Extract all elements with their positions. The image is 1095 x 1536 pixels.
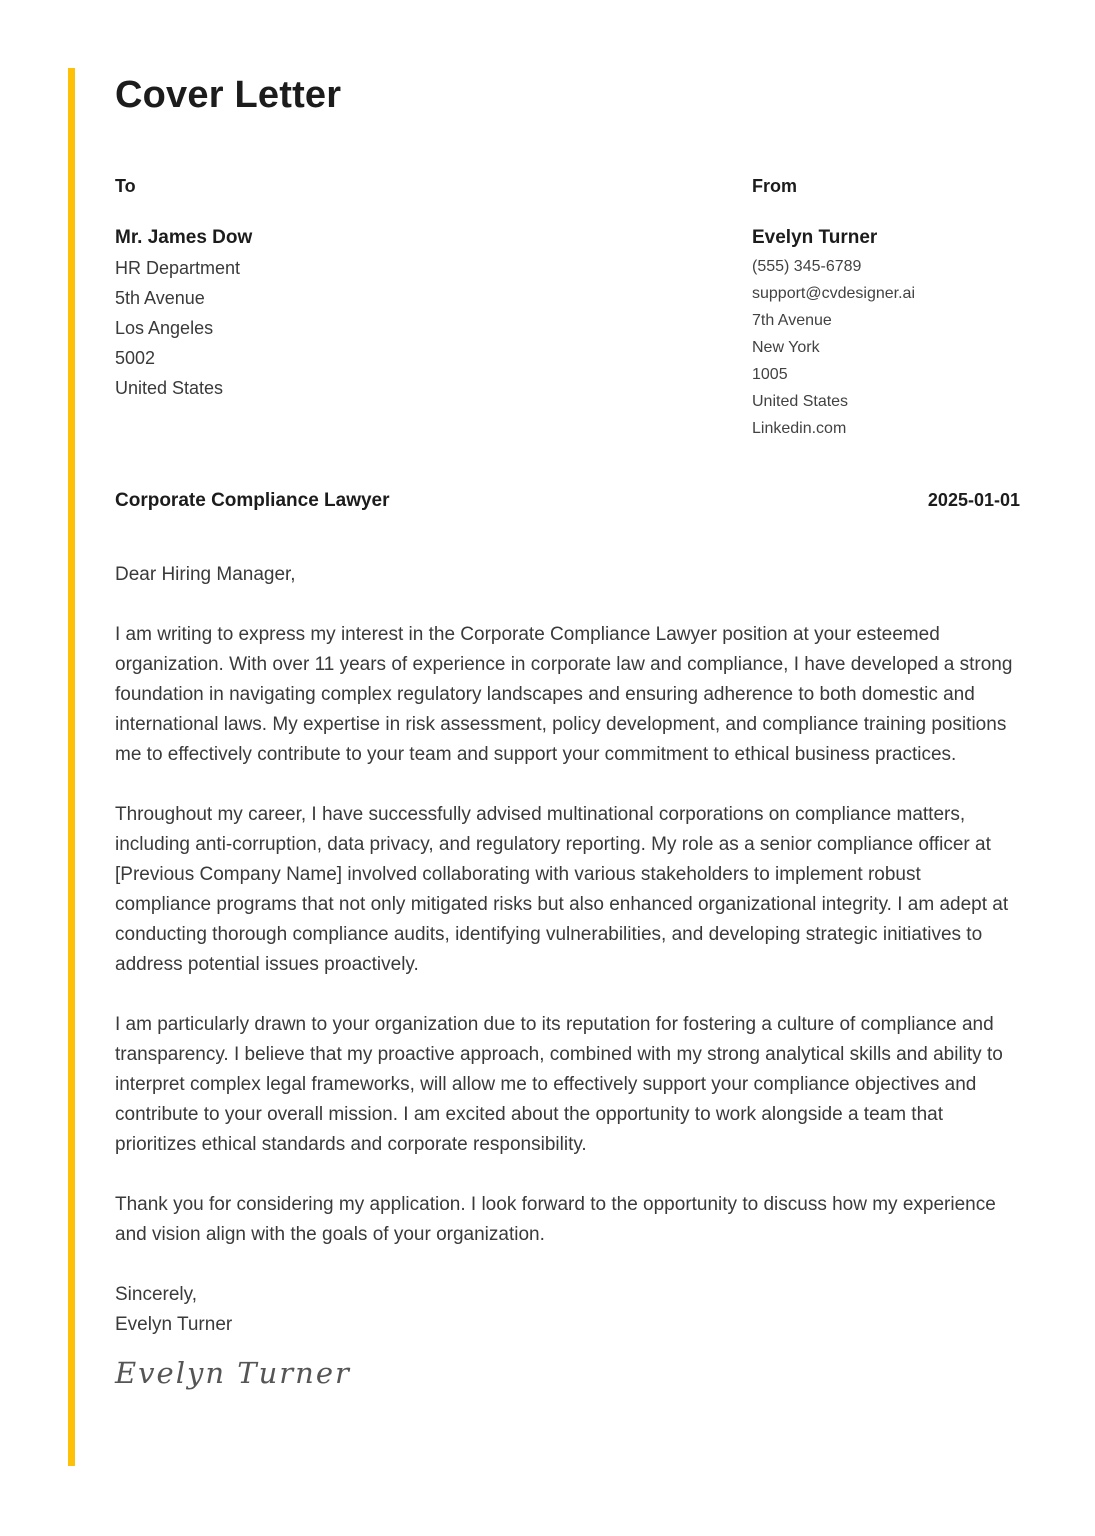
recipient-section bbox=[115, 176, 535, 442]
page-title: Cover Letter bbox=[115, 74, 342, 116]
recipient-label: To bbox=[115, 176, 136, 196]
sender-line: United States bbox=[752, 393, 849, 410]
sender-email: support@cvdesigner.ai bbox=[752, 285, 915, 302]
salutation: Dear Hiring Manager, bbox=[115, 564, 296, 585]
recipient-name: Mr. James Dow bbox=[115, 227, 253, 248]
recipient-line: 5002 bbox=[115, 348, 156, 368]
sender-phone: (555) 345-6789 bbox=[752, 258, 862, 275]
job-title: Corporate Compliance Lawyer bbox=[115, 490, 390, 511]
sender-line: 1005 bbox=[752, 366, 788, 383]
sender-label: From bbox=[752, 176, 797, 196]
letter-content bbox=[115, 0, 1020, 1390]
sender-section bbox=[752, 176, 1020, 442]
recipient-line: 5th Avenue bbox=[115, 288, 205, 308]
closing-block bbox=[115, 1280, 1020, 1340]
sender-name: Evelyn Turner bbox=[752, 227, 878, 248]
address-section bbox=[115, 176, 1020, 442]
sender-line: New York bbox=[752, 339, 820, 356]
subject-row bbox=[115, 490, 1020, 512]
signature: Evelyn Turner bbox=[115, 1356, 351, 1390]
body-paragraph: Thank you for considering my application. I look forward to the opportunity to discuss how my experience and vision align with the goals of your organization. bbox=[115, 1194, 996, 1245]
recipient-line: United States bbox=[115, 378, 224, 398]
recipient-line: Los Angeles bbox=[115, 318, 214, 338]
closing: Sincerely, bbox=[115, 1284, 198, 1305]
letter-date: 2025-01-01 bbox=[927, 490, 1020, 510]
body-paragraph: I am particularly drawn to your organization due to its reputation for fostering a culture of compliance and transparency. I believe that my proactive approach, combined with my strong analytical skills and ability to interpret complex legal frameworks, will allow me to effectively support your compliance objectives and contribute to your overall mission. I am excited about the opportunity to work alongside a team that prioritizes ethical standards and corporate responsibility. bbox=[115, 1014, 1003, 1155]
signoff-name: Evelyn Turner bbox=[115, 1314, 233, 1335]
sender-linkedin: Linkedin.com bbox=[752, 420, 847, 437]
accent-bar bbox=[68, 68, 75, 1466]
body-paragraph: Throughout my career, I have successfully advised multinational corporations on compliance matters, including anti-corruption, data privacy, and regulatory reporting. My role as a senior compliance officer at [Previous Company Name] involved collaborating with various stakeholders to implement robust compliance programs that not only mitigated risks but also enhanced organizational integrity. I am adept at conducting thorough compliance audits, identifying vulnerabilities, and developing strategic initiatives to address potential issues proactively. bbox=[115, 804, 1009, 975]
body-paragraph: I am writing to express my interest in the Corporate Compliance Lawyer position at your esteemed organization. With over 11 years of experience in corporate law and compliance, I have developed a strong foundation in navigating complex regulatory landscapes and ensuring adherence to both domestic and international laws. My expertise in risk assessment, policy development, and compliance training positions me to effectively contribute to your team and support your commitment to ethical business practices. bbox=[115, 624, 1013, 765]
sender-line: 7th Avenue bbox=[752, 312, 832, 329]
recipient-line: HR Department bbox=[115, 258, 241, 278]
